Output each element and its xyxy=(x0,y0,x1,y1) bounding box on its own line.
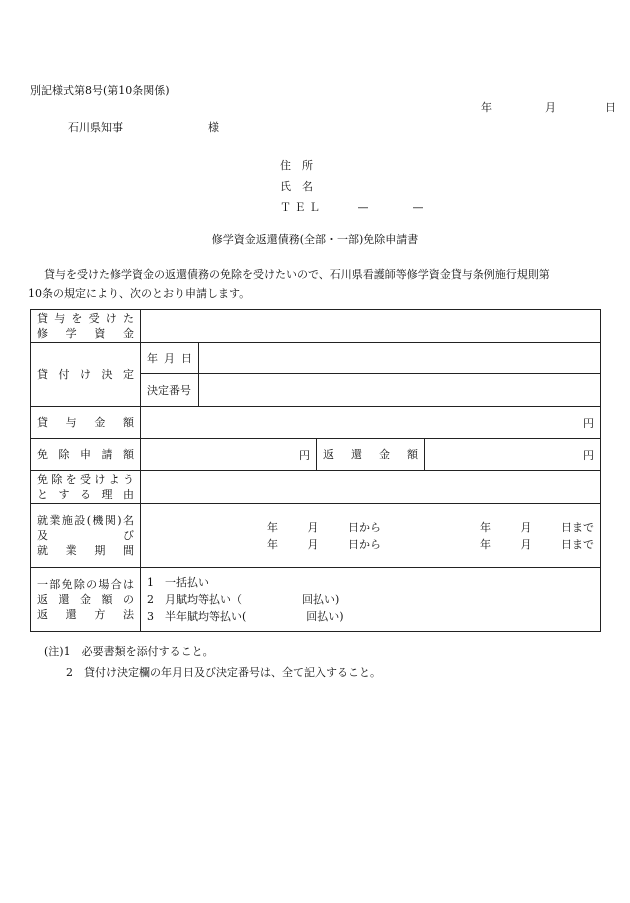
decision-number-field[interactable] xyxy=(199,374,601,407)
table-row xyxy=(31,568,601,632)
reason-field[interactable] xyxy=(141,471,601,504)
exemption-amount-field[interactable]: 円 xyxy=(141,439,317,471)
decision-date-label: 年月日 xyxy=(141,343,199,374)
note-2: 2 貸付け決定欄の年月日及び決定番号は、全て記入すること。 xyxy=(66,666,381,679)
intro-line-1: 貸与を受けた修学資金の返還債務の免除を受けたいので、石川県看護師等修学資金貸与条例施行規則第 xyxy=(44,268,550,281)
decision-number-label: 決定番号 xyxy=(141,374,199,407)
method-semiannual: 3 半年賦均等払い( 回払い) xyxy=(147,610,344,623)
note-1: (注)1 必要書類を添付すること。 xyxy=(44,645,214,658)
document-title: 修学資金返還債務(全部・一部)免除申請書 xyxy=(211,233,419,246)
loan-received-field[interactable] xyxy=(141,310,601,343)
repay-amount-field[interactable]: 円 xyxy=(425,439,601,471)
date-year: 年 xyxy=(481,101,492,114)
loan-decision-label: 貸付け決定 xyxy=(31,343,141,407)
table-row xyxy=(31,471,601,504)
repay-amount-label: 返還金額 xyxy=(317,439,425,471)
tel-label: Ｔ Ｅ Ｌ xyxy=(280,201,320,214)
table-row xyxy=(31,439,601,471)
loan-received-label: 貸与を受けた 修学資金 xyxy=(31,310,141,343)
loan-amount-field[interactable]: 円 xyxy=(141,407,601,439)
decision-date-field[interactable] xyxy=(199,343,601,374)
addressee-name: 石川県知事 xyxy=(68,121,123,134)
addressee xyxy=(68,119,219,135)
application-date xyxy=(481,99,616,115)
method-lump-sum: 1 一括払い xyxy=(147,576,209,589)
tel-dashes: — — xyxy=(357,201,424,214)
loan-amount-label: 貸与金額 xyxy=(31,407,141,439)
date-day: 日 xyxy=(605,101,616,114)
table-row xyxy=(31,310,601,343)
applicant-block xyxy=(280,155,424,218)
addressee-honorific: 様 xyxy=(208,121,219,134)
address-label: 住 所 xyxy=(280,159,313,172)
application-table xyxy=(30,309,601,632)
intro-line-2: 10条の規定により、次のとおり申請します。 xyxy=(28,287,251,300)
form-number: 別記様式第8号(第10条関係) xyxy=(30,84,170,97)
reason-label: 免除を受けよう とする理由 xyxy=(31,471,141,504)
date-month: 月 xyxy=(545,101,556,114)
name-label: 氏 名 xyxy=(280,180,313,193)
notes xyxy=(44,641,381,683)
table-row xyxy=(31,504,601,568)
intro-text xyxy=(28,265,604,303)
tel-row xyxy=(280,197,424,218)
method-monthly: 2 月賦均等払い（ 回払い) xyxy=(147,593,340,606)
period-row-2: 年 月 日から 年 月 日まで xyxy=(267,537,594,551)
table-row xyxy=(31,407,601,439)
repayment-method-label: 一部免除の場合は 返還金額の 返還方法 xyxy=(31,568,141,632)
period-row-1: 年 月 日から 年 月 日まで xyxy=(267,520,594,534)
employment-label: 就業施設(機関)名 及 び 就業期間 xyxy=(31,504,141,568)
repayment-method-field[interactable] xyxy=(141,568,601,632)
employment-period-field[interactable] xyxy=(141,504,601,568)
table-row xyxy=(31,343,601,374)
exemption-amount-label: 免除申請額 xyxy=(31,439,141,471)
